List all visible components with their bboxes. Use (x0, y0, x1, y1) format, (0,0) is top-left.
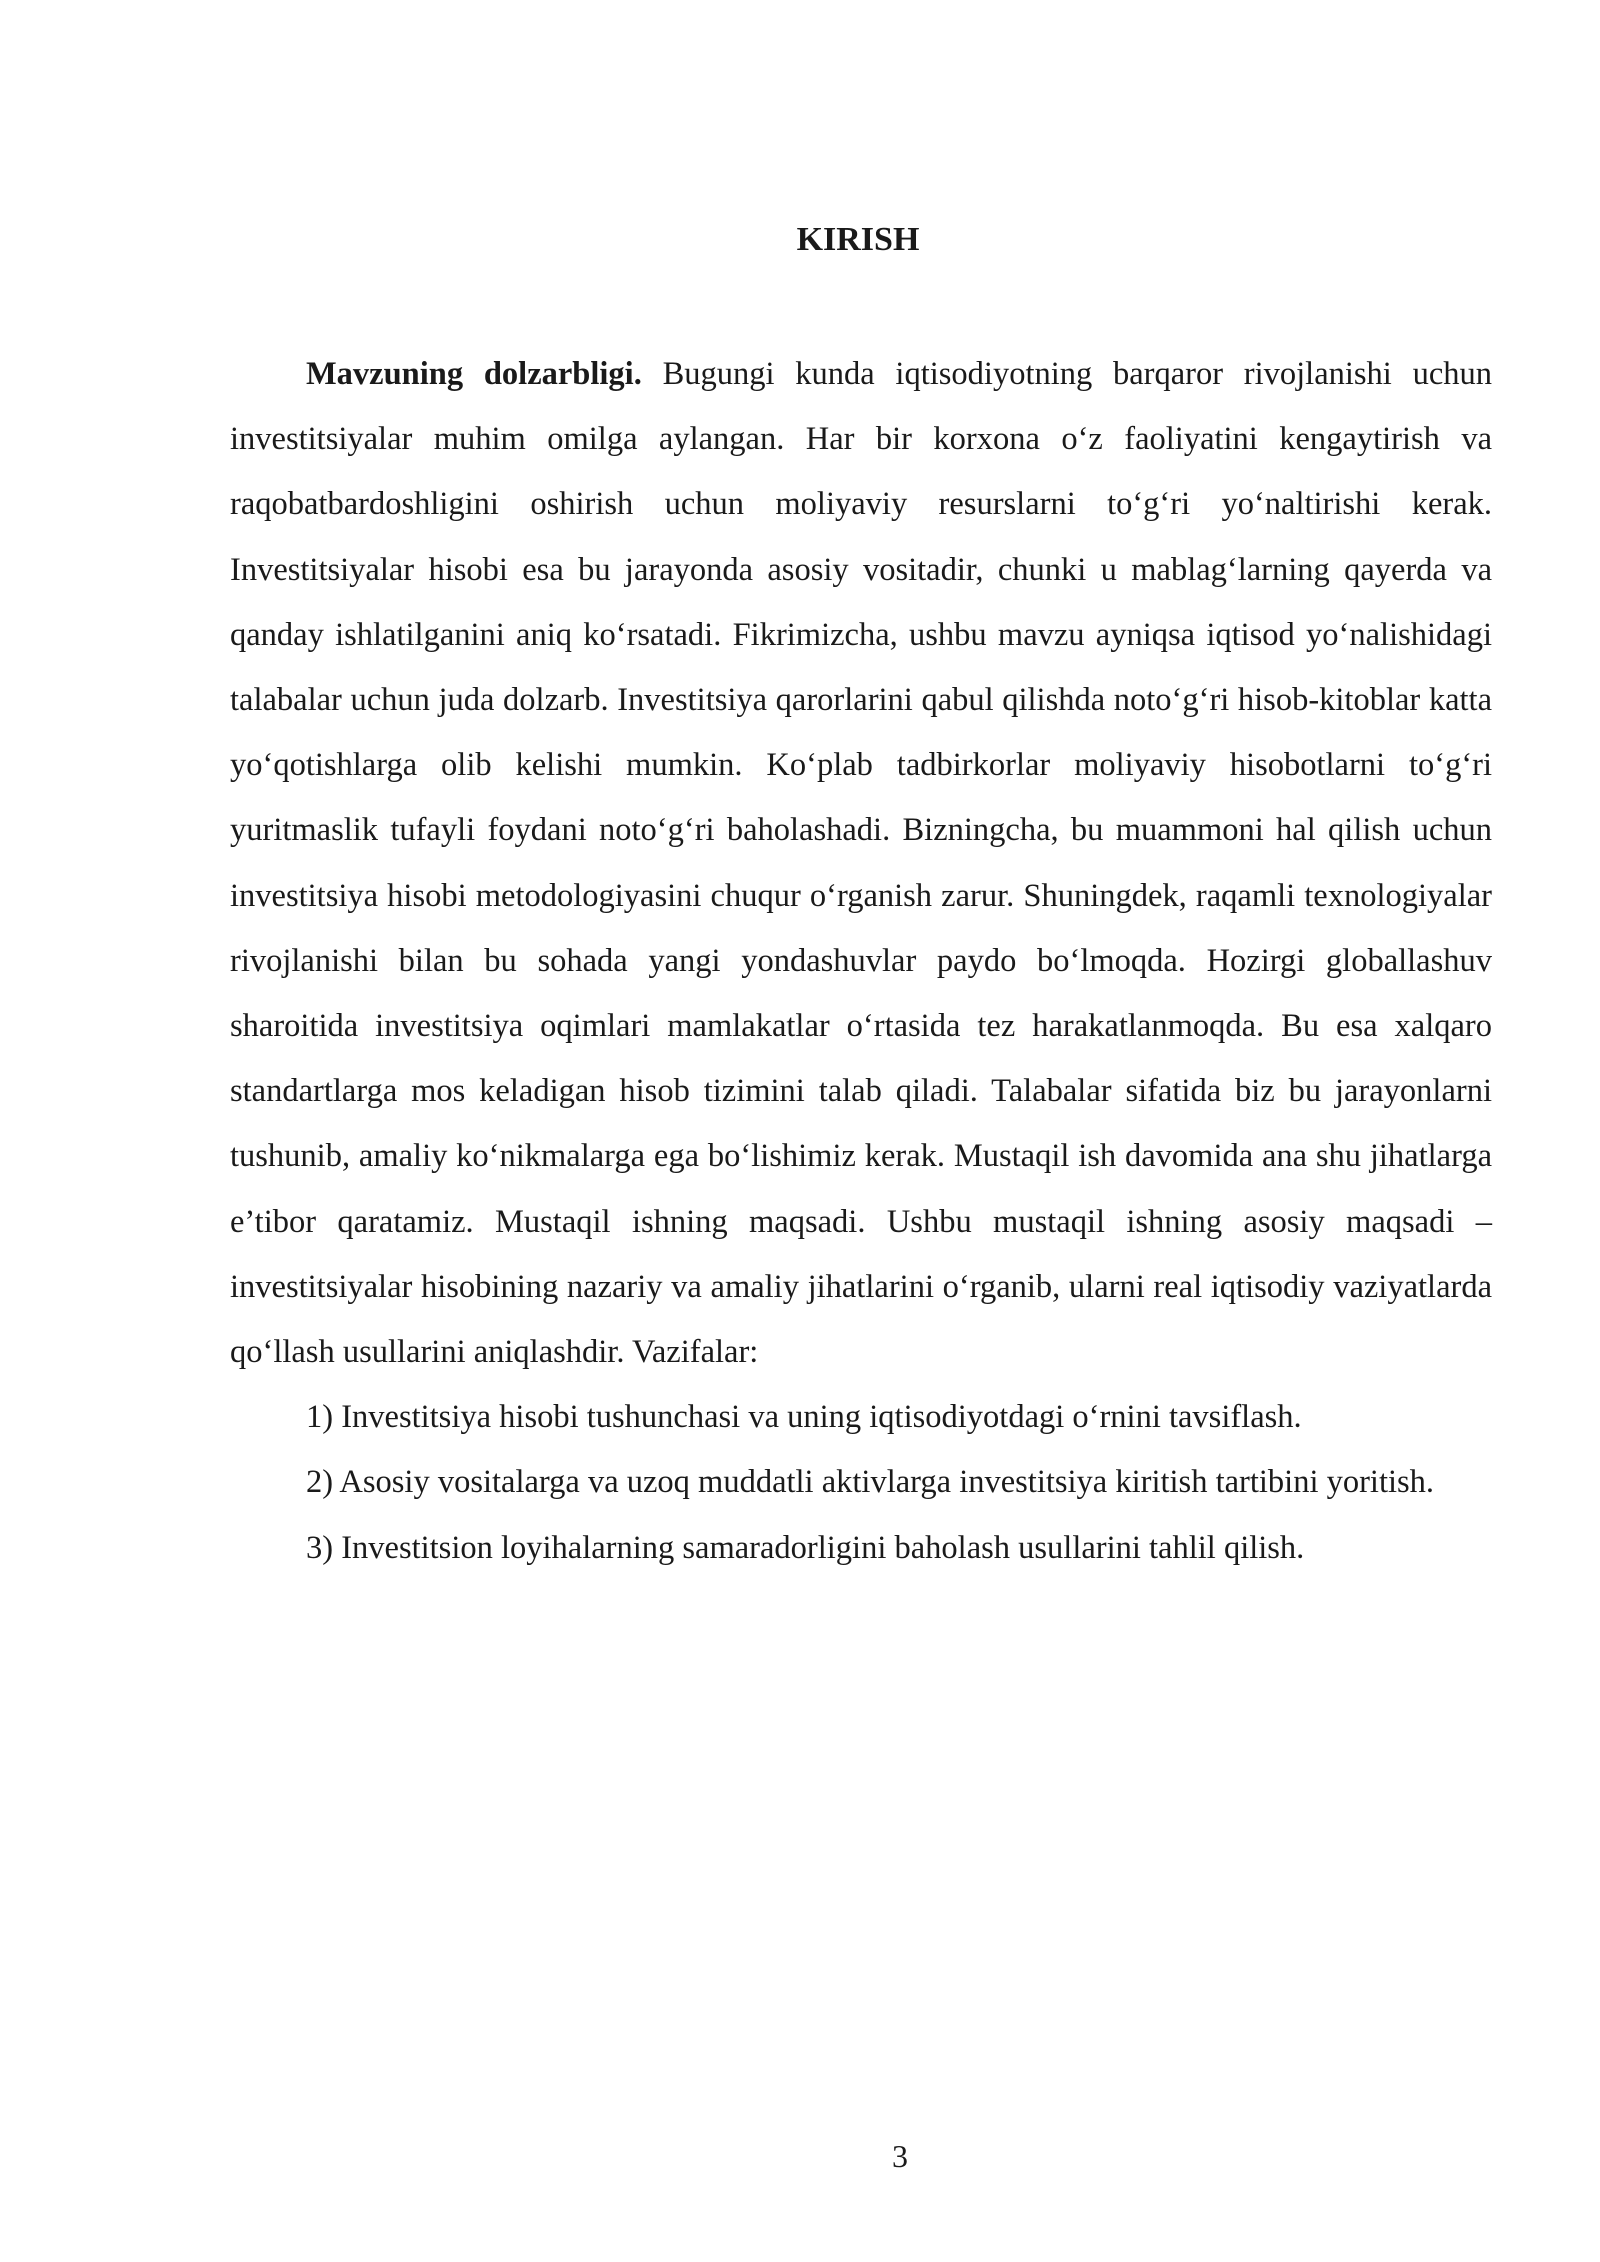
intro-text: Bugungi kunda iqtisodiyotning barqaror rivojlanishi uchun investitsiyalar muhim omilga aylangan. Har bir korxona o‘z faoliyatini kengaytirish va raqobatbardoshligini oshirish uchun moliyaviy resurslarni to‘g‘ri yo‘naltirishi kerak. Investitsiyalar hisobi esa bu jarayonda asosiy vositadir, chunki u mablag‘larning qayerda va qanday ishlatilganini aniq ko‘rsatadi. Fikrimizcha, ushbu mavzu ayniqsa iqtisod yo‘nalishidagi talabalar uchun juda dolzarb. Investitsiya qarorlarini qabul qilishda noto‘g‘ri hisob-kitoblar katta yo‘qotishlarga olib kelishi mumkin. Ko‘plab tadbirkorlar moliyaviy hisobotlarni to‘g‘ri yuritmaslik tufayli foydani noto‘g‘ri baholashadi. Bizningcha, bu muammoni hal qilish uchun investitsiya hisobi metodologiyasini chuqur o‘rganish zarur. Shuningdek, raqamli texnologiyalar rivojlanishi bilan bu sohada yangi yondashuvlar paydo bo‘lmoqda. Hozirgi globallashuv sharoitida investitsiya oqimlari mamlakatlar o‘rtasida tez harakatlanmoqda. Bu esa xalqaro standartlarga mos keladigan hisob tizimini talab qiladi. Talabalar sifatida biz bu jarayonlarni tushunib, amaliy ko‘nikmalarga ega bo‘lishimiz kerak. Mustaqil ish davomida ana shu jihatlarga e’tibor qaratamiz. Mustaqil ishning maqsadi. Ushbu mustaqil ishning asosiy maqsadi – investitsiyalar hisobining nazariy va amaliy jihatlarini o‘rganib, ularni real iqtisodiy vaziyatlarda qo‘llash usullarini aniqlashdir. Vazifalar: (230, 356, 1492, 1371)
section-heading: KIRISH (796, 221, 920, 258)
page-number: 3 (892, 2138, 908, 2174)
task-item-1: 1) Investitsiya hisobi tushunchasi va uning iqtisodiyotdagi o‘rnini tavsiflash. (306, 1399, 1302, 1436)
task-item-3: 3) Investitsion loyihalarning samaradorligini baholash usullarini tahlil qilish. (306, 1529, 1305, 1566)
paragraph-lead: Mavzuning dolzarbligi. (306, 356, 642, 392)
task-item-2: 2) Asosiy vositalarga va uzoq muddatli aktivlarga investitsiya kiritish tartibini yoritish. (306, 1464, 1435, 1501)
body-text (230, 342, 1492, 1581)
intro-paragraph (230, 342, 1492, 1385)
